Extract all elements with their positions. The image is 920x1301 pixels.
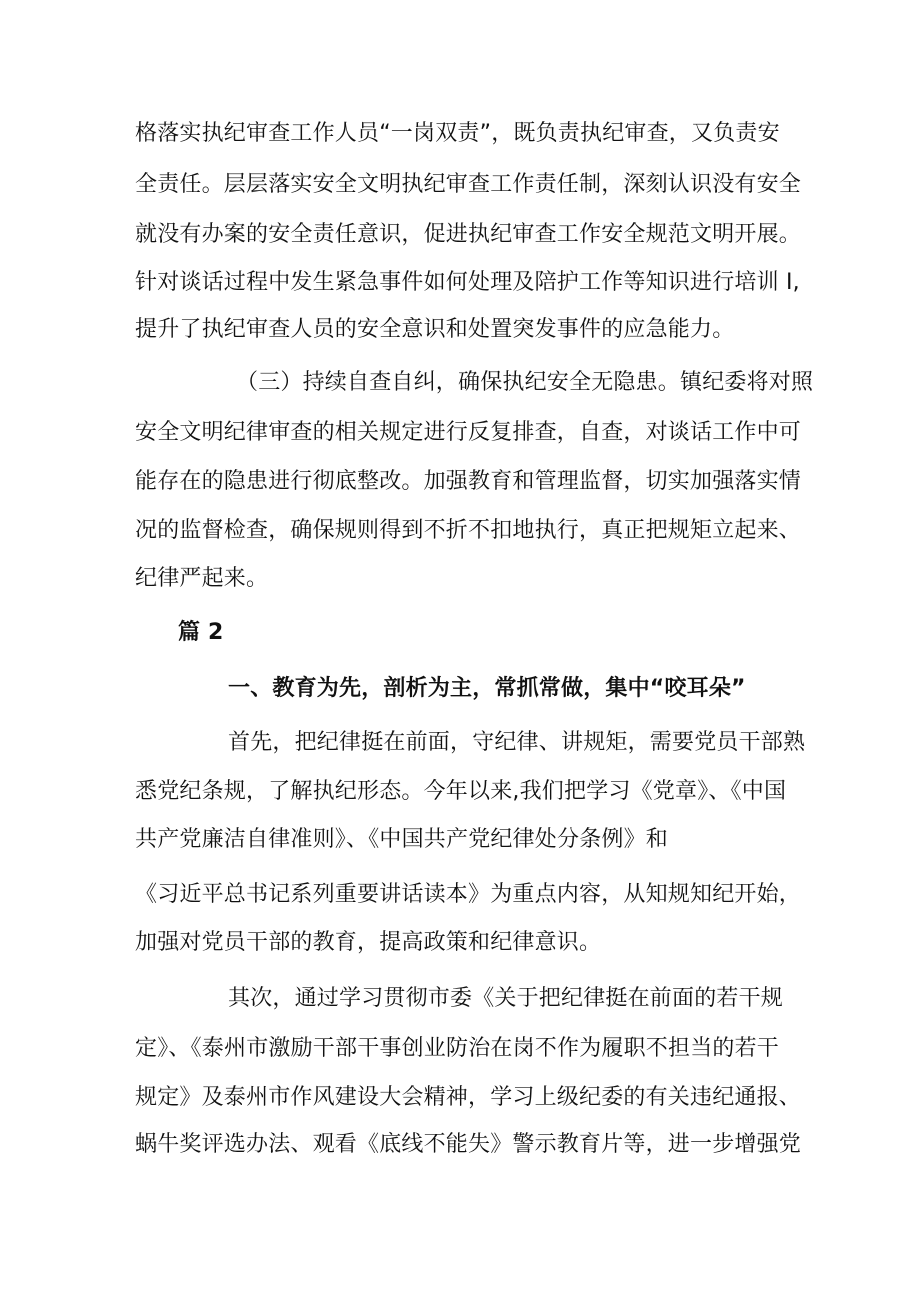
section-title: 篇 2	[178, 620, 224, 645]
paragraph-3-line-1: 首先，把纪律挺在前面，守纪律、讲规矩，需要党员干部熟	[228, 730, 806, 755]
paragraph-1-line-2: 全责任。层层落实安全文明执纪审查工作责任制，深刻认识没有安全	[135, 172, 802, 197]
paragraph-5-line-2: 定》、《泰州市激励干部干事创业防治在岗不作为履职不担当的若干	[135, 1036, 780, 1061]
paragraph-2-line-4: 况的监督检查，确保规则得到不折不扣地执行，真正把规矩立起来、	[135, 518, 802, 543]
paragraph-4-line-1: 《习近平总书记系列重要讲话读本》为重点内容，从知规知纪开始，	[135, 882, 802, 907]
paragraph-5-line-1: 其次，通过学习贯彻市委《关于把纪律挺在前面的若干规	[228, 986, 784, 1011]
paragraph-4-line-2: 加强对党员干部的教育，提高政策和纪律意识。	[135, 930, 602, 955]
paragraph-2-line-5: 纪律严起来。	[135, 566, 269, 591]
paragraph-3-line-3: 共产党廉洁自律准则》、《中国共产党纪律处分条例》和	[135, 827, 669, 852]
paragraph-1-line-1: 格落实执纪审查工作人员“一岗双责”，既负责执纪审查，又负责安	[135, 121, 780, 146]
paragraph-2-line-1: （三）持续自查自纠，确保执纪安全无隐患。镇纪委将对照	[236, 370, 814, 395]
paragraph-5-line-4: 蜗牛奖评选办法、观看《底线不能失》警示教育片等，进一步增强党	[135, 1132, 802, 1157]
heading-1: 一、教育为先，剖析为主，常抓常做，集中“咬耳朵”	[228, 676, 746, 701]
paragraph-5-line-3: 规定》及泰州市作风建设大会精神，学习上级纪委的有关违纪通报、	[135, 1085, 802, 1110]
paragraph-2-line-3: 能存在的隐患进行彻底整改。加强教育和管理监督，切实加强落实情	[135, 469, 802, 494]
paragraph-1-line-4: 针对谈话过程中发生紧急事件如何处理及陪护工作等知识进行培训 I,	[135, 270, 800, 295]
paragraph-3-line-2: 悉党纪条规，了解执纪形态。今年以来,我们把学习《党章》、《中国	[135, 779, 787, 804]
paragraph-1-line-5: 提升了执纪审查人员的安全意识和处置突发事件的应急能力。	[135, 317, 735, 342]
paragraph-1-line-3: 就没有办案的安全责任意识，促进执纪审查工作安全规范文明开展。	[135, 222, 802, 247]
paragraph-2-line-2: 安全文明纪律审查的相关规定进行反复排查，自查，对谈话工作中可	[135, 420, 802, 445]
